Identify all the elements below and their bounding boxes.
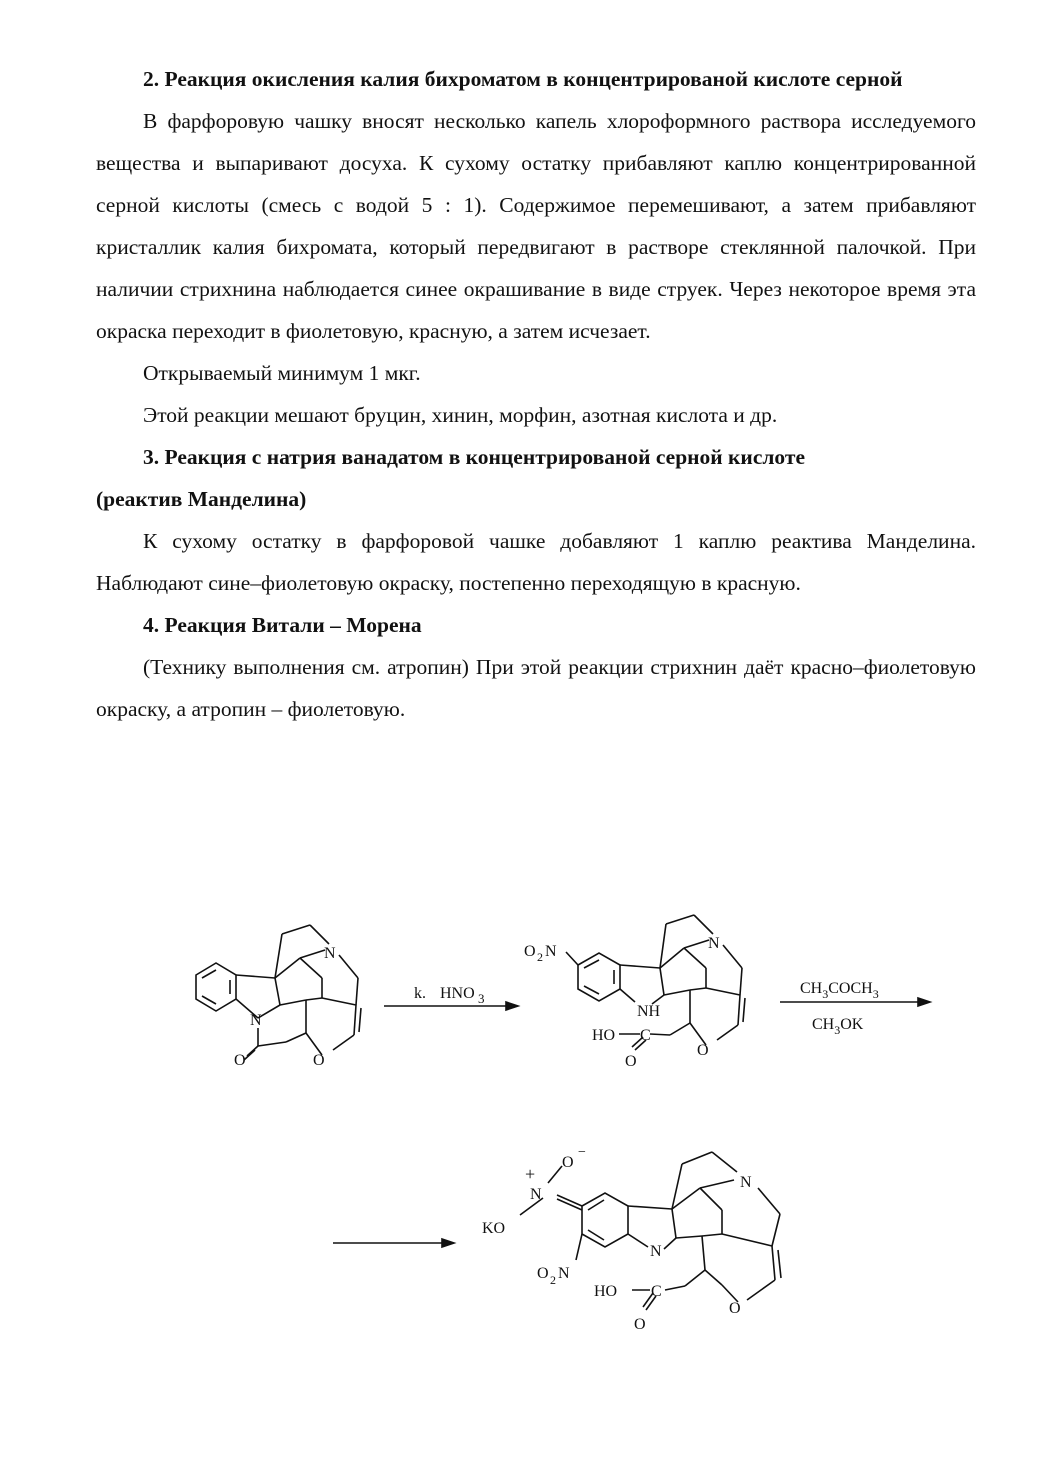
reaction-arrow-3 [333, 1239, 454, 1247]
mol1-o-ether: O [313, 1052, 325, 1069]
mol3-n-amine: N [740, 1174, 752, 1191]
section3-heading-cont: (реактив Манделина) [96, 487, 307, 511]
section3-body: К сухому остатку в фарфоровой чашке добавляют 1 каплю реактива Манделина. Наблюдают сине–фиолетовую окраску, постепенно переходящую в красную. [96, 529, 976, 595]
potassium-salt-structure [482, 1145, 781, 1333]
mol2-o2-subscript: 2 [537, 950, 543, 964]
nitro-strychnine-structure [524, 915, 745, 1070]
reagent-1-subscript: 3 [478, 991, 485, 1006]
mol3-o-minus: O [562, 1154, 574, 1171]
mol3-ko: KO [482, 1220, 506, 1237]
section4-body: (Технику выполнения см. атропин) При этой реакции стрихнин даёт красно–фиолетовую окраску, а атропин – фиолетовую. [96, 655, 976, 721]
reagent-1-label: k. [414, 985, 426, 1002]
reagent-2-top: $CH_3COCH_3$ [800, 980, 879, 1001]
section2-heading: 2. Реакция окисления калия бихроматом в концентрированой кислоте серной [143, 67, 903, 91]
section3-heading-line1: 3. Реакция с натрия ванадатом в концентрированой серной кислоте [143, 445, 805, 469]
mol2-ho: HO [592, 1027, 616, 1044]
mol2-nitro-n: N [545, 943, 557, 960]
mol1-n-amine: N [324, 945, 336, 962]
mol2-c: C [640, 1027, 651, 1044]
mol3-ho: HO [594, 1283, 618, 1300]
mol3-n-indole: N [650, 1243, 662, 1260]
mol2-n-amine: N [708, 935, 720, 952]
mol3-c: C [651, 1283, 662, 1300]
mol3-n-plus: N [530, 1186, 542, 1203]
mol1-o-carbonyl: O [234, 1052, 246, 1069]
section2-interference: Этой реакции мешают бруцин, хинин, морфин, азотная кислота и др. [143, 403, 778, 427]
mol3-plus-charge: + [525, 1164, 536, 1184]
mol3-nitro-n: N [558, 1265, 570, 1282]
mol2-o2-label: O [524, 943, 536, 960]
mol1-n-amide: N [250, 1012, 262, 1029]
mol2-o-carbonyl: O [625, 1053, 637, 1070]
mol3-o2-label: O [537, 1265, 549, 1282]
mol3-minus-charge: − [578, 1145, 586, 1160]
section2-body: В фарфоровую чашку вносят несколько капель хлороформного раствора исследуемого вещества и выпаривают досуха. К сухому остатку прибавляют каплю концентрированной серной кислоты (смесь с водой 5 : 1). Содержимое перемешивают, а затем прибавляют кристаллик калия бихромата, который передвигают в растворе стеклянной палочкой. При наличии стрихнина наблюдается синее окрашивание в виде струек. Через некоторое время эта окраска переходит в фиолетовую, красную, а затем исчезает. [96, 109, 976, 343]
reagent-2-bottom: $CH_3OK$ [812, 1016, 864, 1037]
mol3-o-carbonyl: O [634, 1316, 646, 1333]
mol2-nh: NH [637, 1003, 661, 1020]
mol3-o2-subscript: 2 [550, 1273, 556, 1287]
reaction-arrow-2 [780, 980, 930, 1037]
reagent-1-formula: HNO [440, 985, 475, 1002]
reaction-arrow-1 [384, 985, 518, 1010]
strychnine-structure [196, 925, 361, 1069]
section2-minimum: Открываемый минимум 1 мкг. [143, 361, 421, 385]
mol2-o-ether: O [697, 1042, 709, 1059]
section4-heading: 4. Реакция Витали – Морена [143, 613, 422, 637]
mol3-o-ether: O [729, 1300, 741, 1317]
